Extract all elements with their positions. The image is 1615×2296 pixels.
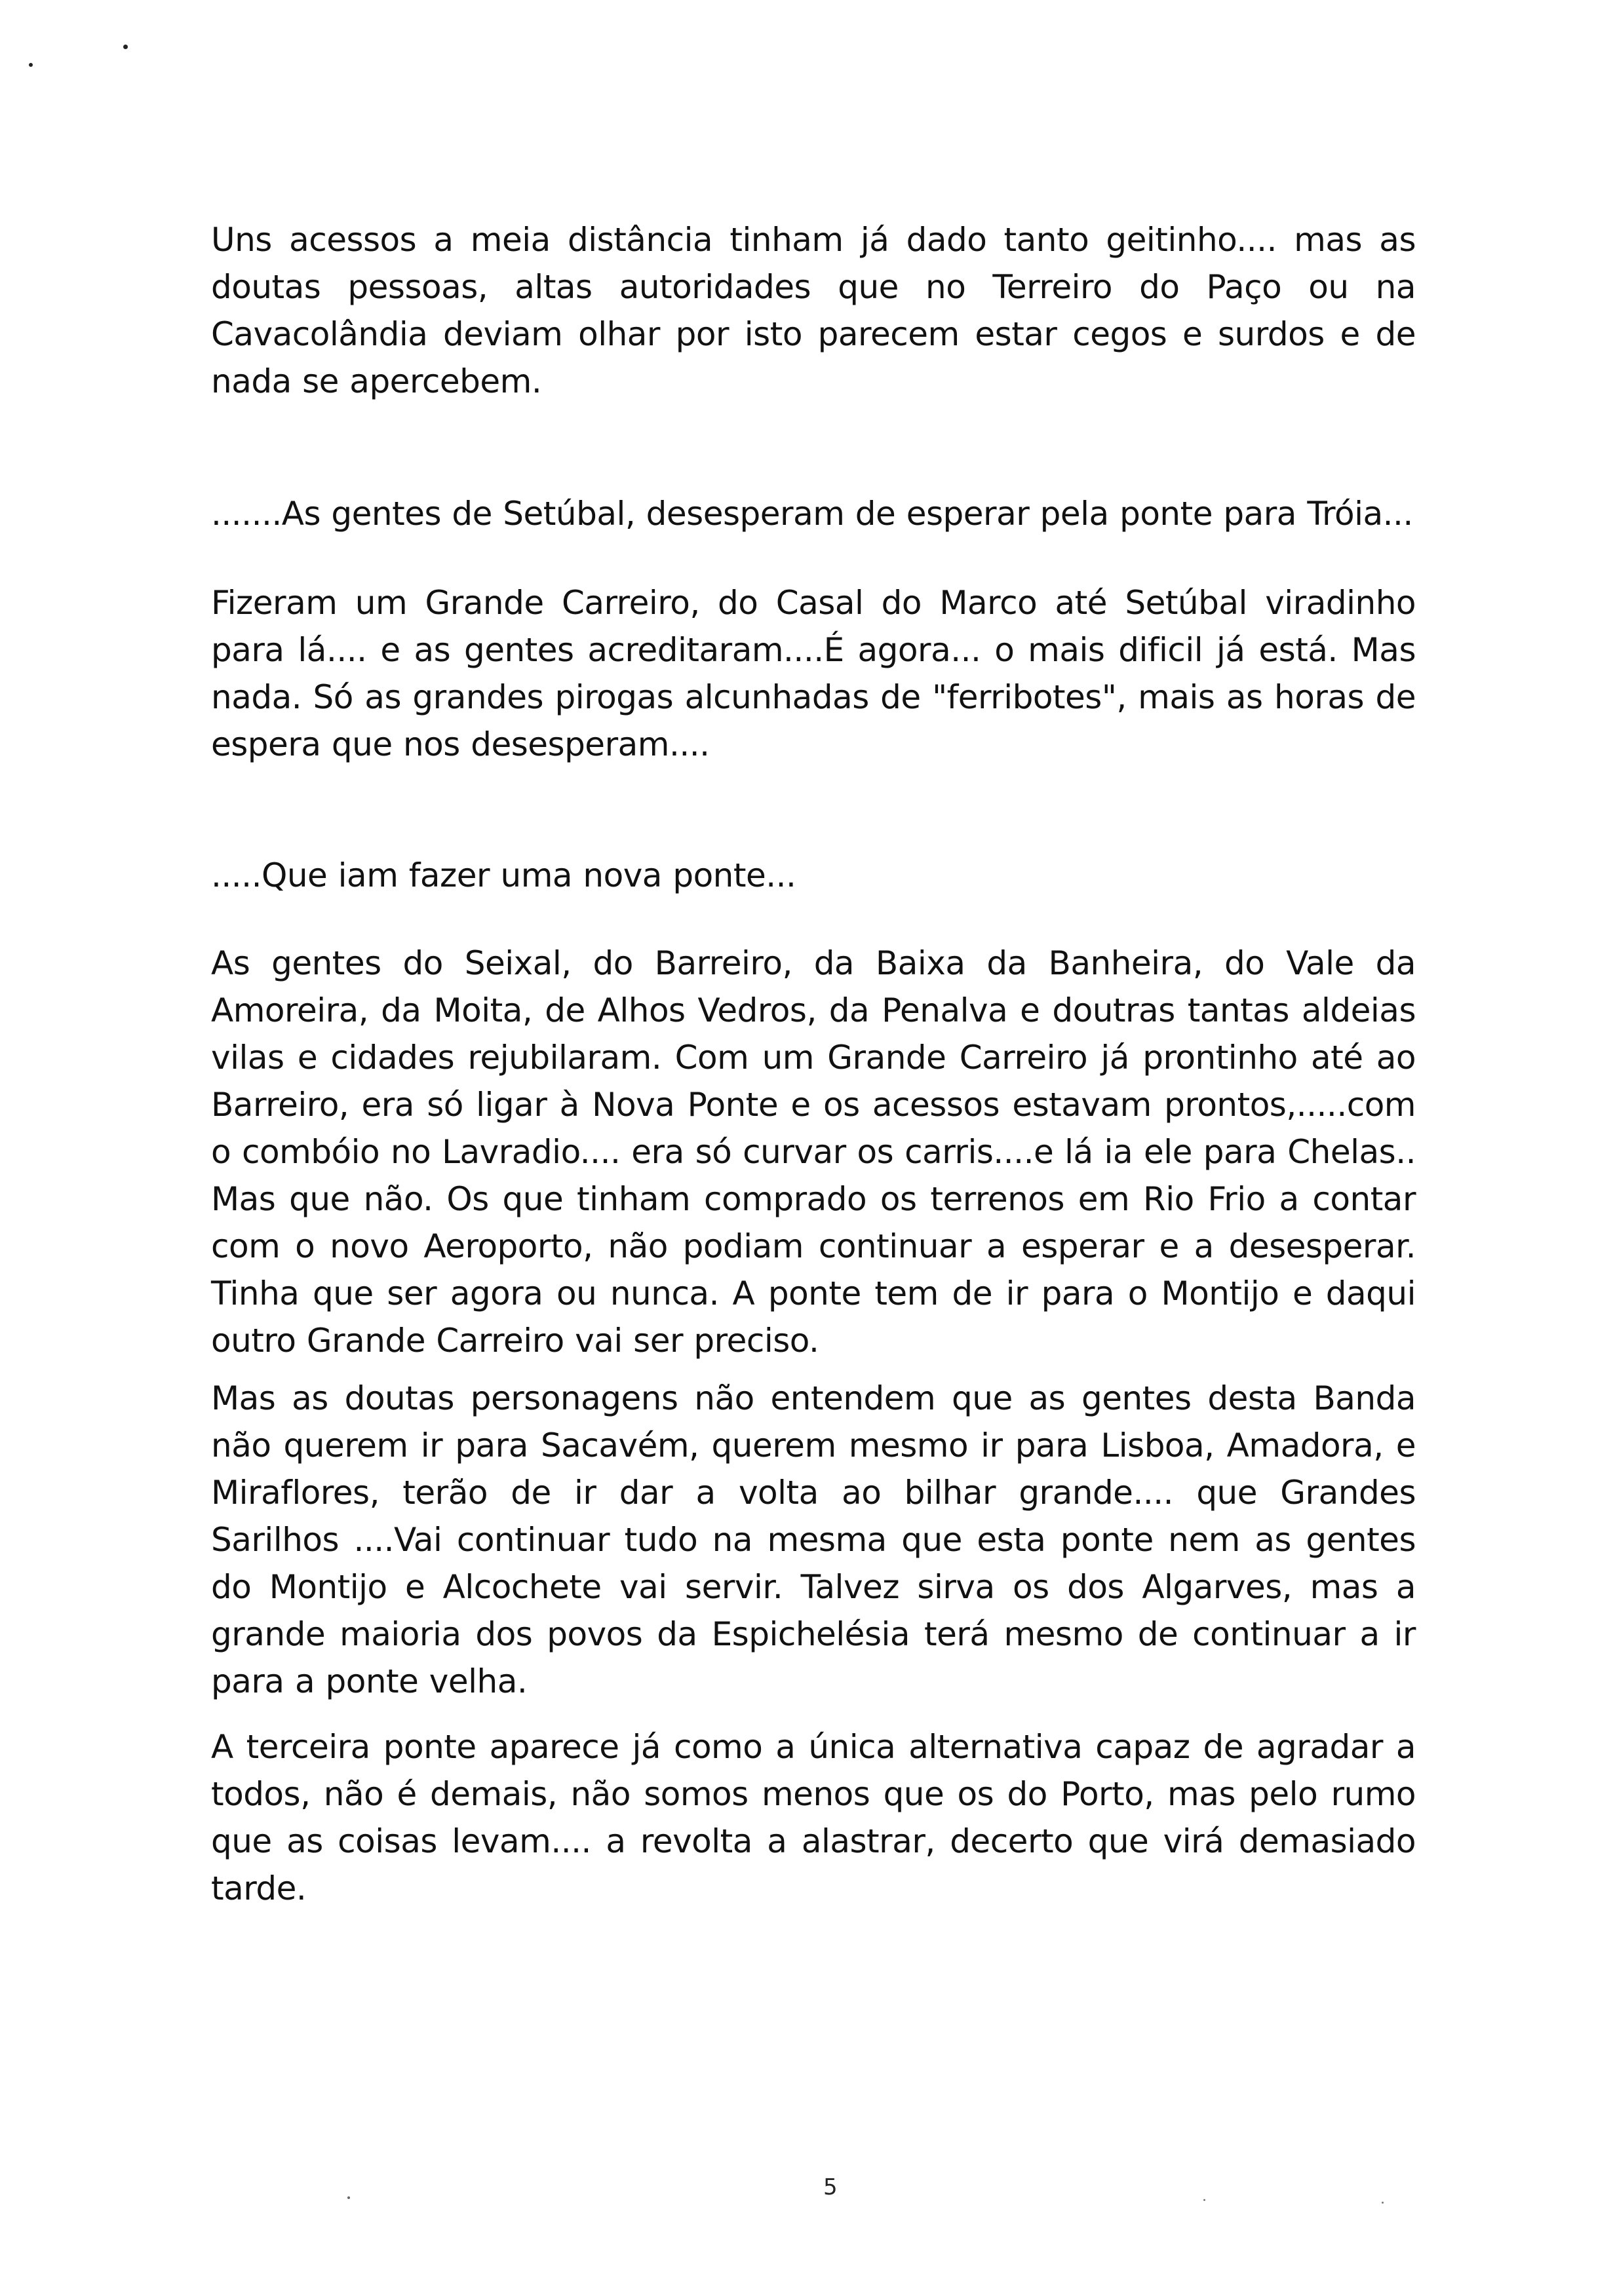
paragraph-seixal-barreiro bbox=[211, 940, 1416, 1364]
paragraph-doutas-personagens bbox=[211, 1375, 1416, 1705]
paragraph-text: As gentes do Seixal, do Barreiro, da Baixa da Banheira, do Vale da Amoreira, da Moita, de Alhos Vedros, da Penalva e doutras tantas aldeias vilas e cidades rejubilaram. Com um Grande Carreiro já prontinho até ao Barreiro, era só ligar à Nova Ponte e os acessos estavam prontos,.....com o combóio no Lavradio.... era só curvar os carris....e lá ia ele para Chelas.. Mas que não. Os que tinham comprado os terrenos em Rio Frio a contar com o novo Aeroporto, não podiam continuar a esperar e a desesperar. Tinha que ser agora ou nunca. A ponte tem de ir para o Montijo e daqui outro Grande Carreiro vai ser preciso. bbox=[211, 944, 1416, 1360]
scan-speck bbox=[1203, 2199, 1205, 2201]
scan-speck bbox=[1382, 2202, 1384, 2204]
paragraph-text: Mas as doutas personagens não entendem que as gentes desta Banda não querem ir para Sacavém, querem mesmo ir para Lisboa, Amadora, e Miraflores, terão de ir dar a volta ao bilhar grande.... que Grandes Sarilhos ....Vai continuar tudo na mesma que esta ponte nem as gentes do Montijo e Alcochete vai servir. Talvez sirva os dos Algarves, mas a grande maioria dos povos da Espichelésia terá mesmo de continuar a ir para a ponte velha. bbox=[211, 1379, 1416, 1700]
paragraph-text: Uns acessos a meia distância tinham já dado tanto geitinho.... mas as doutas pessoas, altas autoridades que no Terreiro do Paço ou na Cavacolândia deviam olhar por isto parecem estar cegos e surdos e de nada se apercebem. bbox=[211, 221, 1416, 400]
paragraph-text: Fizeram um Grande Carreiro, do Casal do Marco até Setúbal viradinho para lá.... e as gentes acreditaram....É agora... o mais dificil já está. Mas nada. Só as grandes pirogas alcunhadas de "ferribotes", mais as horas de espera que nos desesperam.... bbox=[211, 584, 1416, 763]
paragraph-grande-carreiro bbox=[211, 579, 1416, 768]
paragraph-text: .....Que iam fazer uma nova ponte... bbox=[211, 856, 796, 894]
page-number: 5 bbox=[823, 2174, 838, 2200]
paragraph-terceira-ponte bbox=[211, 1723, 1416, 1912]
scan-speck bbox=[123, 45, 128, 49]
paragraph-setubal-lead bbox=[211, 490, 1416, 537]
scan-speck bbox=[347, 2196, 350, 2199]
paragraph-access-roads bbox=[211, 216, 1416, 405]
paragraph-text: A terceira ponte aparece já como a única alternativa capaz de agradar a todos, não é demais, não somos menos que os do Porto, mas pelo rumo que as coisas levam.... a revolta a alastrar, decerto que virá demasiado tarde. bbox=[211, 1728, 1416, 1907]
paragraph-text: .......As gentes de Setúbal, desesperam de esperar pela ponte para Tróia... bbox=[211, 495, 1413, 533]
paragraph-nova-ponte-lead bbox=[211, 852, 1416, 899]
scan-speck bbox=[29, 63, 33, 67]
